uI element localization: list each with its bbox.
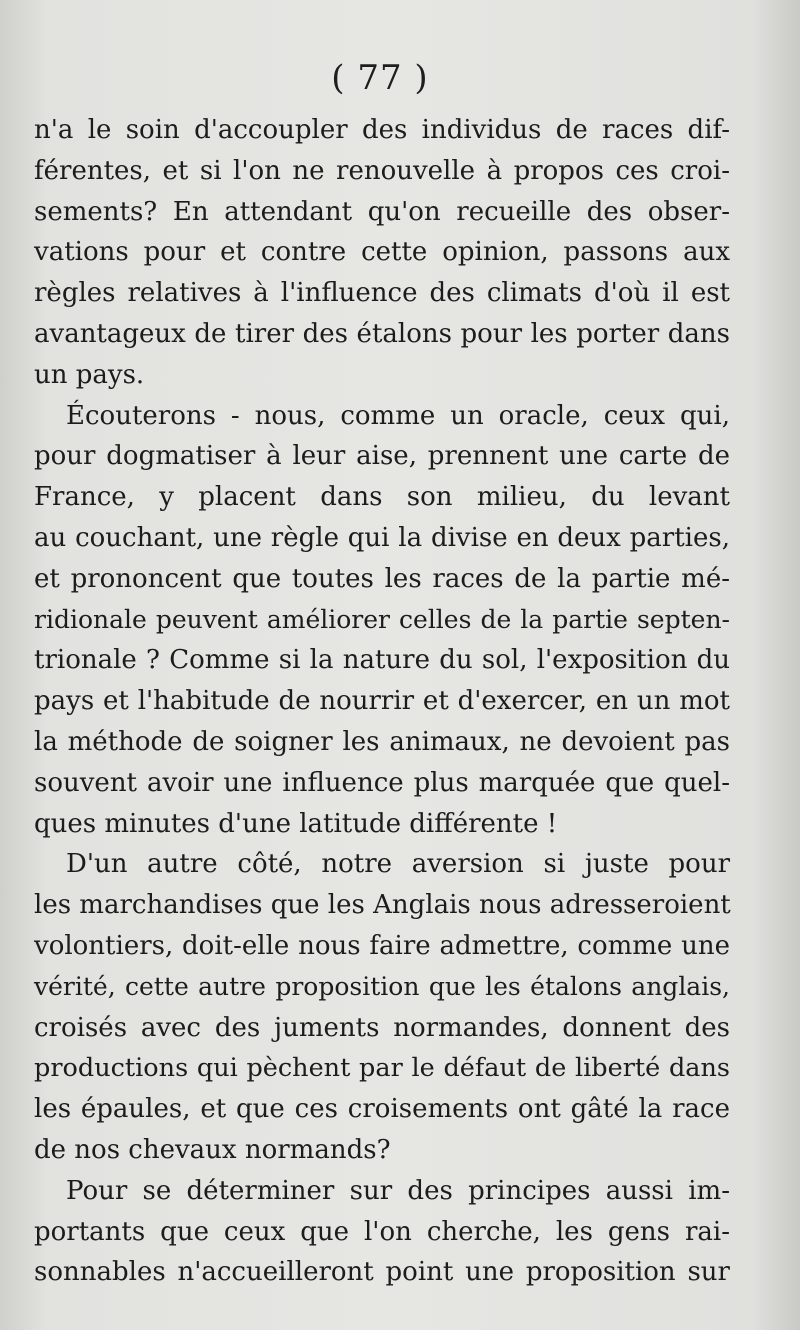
text-line: règles relatives à l'influence des climats d'où il est [34, 278, 730, 309]
text-line: ques minutes d'une latitude différente ! [34, 808, 558, 839]
text-line: France, y placent dans son milieu, du levant [34, 482, 730, 513]
text-line: vérité, cette autre proposition que les étalons anglais, [34, 971, 730, 1001]
text-line: au couchant, une règle qui la divise en deux parties, [34, 522, 730, 553]
text-line: pays et l'habitude de nourrir et d'exercer, en un mot [34, 686, 730, 717]
text-line: et prononcent que toutes les races de la partie mé- [34, 563, 730, 594]
text-line: ridionale peuvent améliorer celles de la partie septen- [34, 604, 730, 634]
body-text [34, 110, 730, 1293]
text-line: avantageux de tirer des étalons pour les porter dans [34, 318, 730, 349]
text-line: souvent avoir une influence plus marquée que quel- [34, 767, 730, 798]
text-line: D'un autre côté, notre aversion si juste pour [66, 849, 730, 880]
text-line: vations pour et contre cette opinion, passons aux [34, 237, 730, 268]
text-line: pour dogmatiser à leur aise, prennent une carte de [34, 441, 730, 472]
text-line: productions qui pèchent par le défaut de liberté dans [34, 1053, 730, 1084]
text-line: un pays. [34, 359, 145, 390]
text-line: férentes, et si l'on ne renouvelle à propos ces croi- [34, 155, 730, 186]
text-line: sements? En attendant qu'on recueille des obser- [34, 196, 730, 227]
text-line: portants que ceux que l'on cherche, les gens rai- [34, 1216, 730, 1247]
text-line: trionale ? Comme si la nature du sol, l'exposition du [34, 645, 730, 676]
text-line: les épaules, et que ces croisements ont gâté la race [34, 1094, 730, 1125]
text-line: Écouterons - nous, comme un oracle, ceux qui, [66, 400, 730, 431]
text-line: sonnables n'accueilleront point une proposition sur [34, 1257, 730, 1288]
text-line: Pour se déterminer sur des principes aussi im- [66, 1175, 730, 1206]
text-line: de nos chevaux normands? [34, 1134, 391, 1165]
text-line: croisés avec des juments normandes, donnent des [34, 1012, 730, 1043]
text-line: la méthode de soigner les animaux, ne devoient pas [34, 726, 730, 757]
text-line: n'a le soin d'accoupler des individus de races dif- [34, 115, 730, 145]
text-line: volontiers, doit-elle nous faire admettre, comme une [34, 930, 730, 961]
text-line: les marchandises que les Anglais nous adresseroient [34, 890, 731, 921]
page-number: ( 77 ) [331, 58, 429, 98]
